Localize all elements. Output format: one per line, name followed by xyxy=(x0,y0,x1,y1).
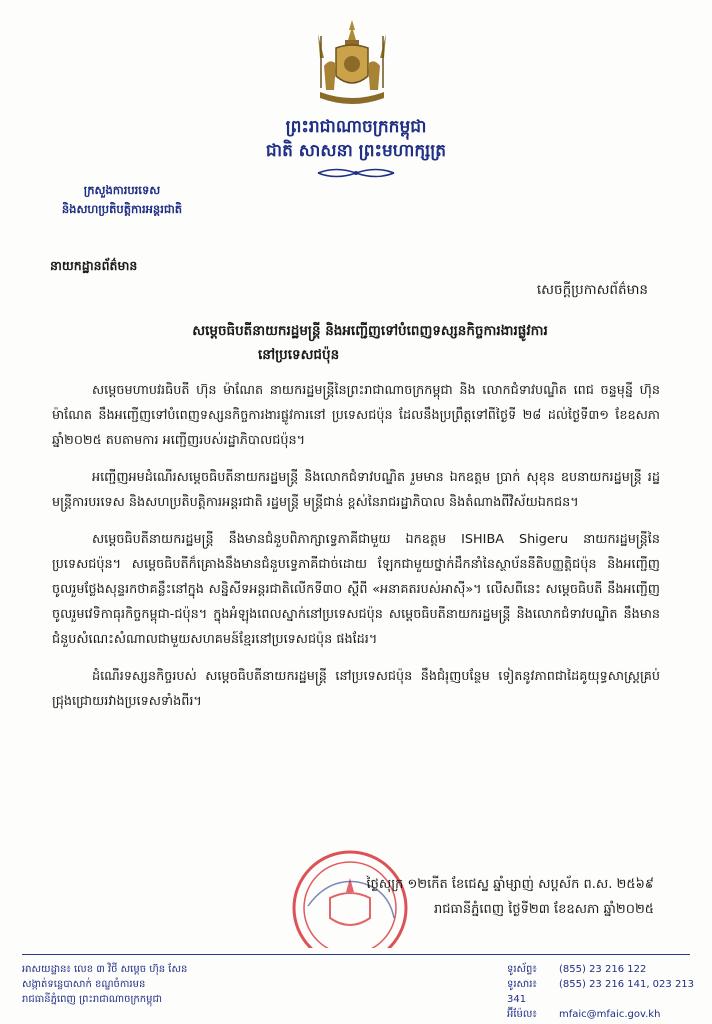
phone-number: (855) 23 216 122 xyxy=(559,964,647,975)
address-line: អាសយដ្ឋាន៖ លេខ ៣ វិថី សម្តេច ហ៊ុន សែន xyxy=(22,964,188,975)
solar-date: រាជធានីភ្នំពេញ ថ្ងៃទី២៣ ខែឧសភា ឆ្នាំ២០២៥ xyxy=(434,902,654,917)
footer-divider xyxy=(22,954,690,955)
national-motto: ជាតិ សាសនា ព្រះមហាក្សត្រ xyxy=(265,141,447,161)
address-line: សង្កាត់ទន្លេបាសាក់ ខណ្ឌចំការមន xyxy=(22,979,146,990)
royal-emblem-icon xyxy=(310,18,394,110)
lunar-date: ថ្ងៃសុក្រ ១២កើត ខែជេស្ឋ ឆ្នាំម្សាញ់ សប្តស័ក ព.ស. ២៥៦៩ xyxy=(366,877,654,892)
department-name: នាយកដ្ឋានព័ត៌មាន xyxy=(50,258,138,273)
footer-address xyxy=(22,962,187,1007)
email-line xyxy=(507,1007,712,1022)
press-release-body xyxy=(52,378,660,726)
body-paragraph: ដំណើរទស្សនកិច្ចរបស់ សម្តេចធិបតីនាយករដ្ឋមន្ត្រី នៅប្រទេសជប៉ុន នឹងជំរុញបន្ថែម ទៀតនូវភាពជាដៃគូយុទ្ធសាស្ត្រគ្រប់ជ្រុងជ្រោយរវាងប្រទេសទាំងពីរ។ xyxy=(52,669,660,709)
body-paragraph: សម្តេចធិបតីនាយករដ្ឋមន្ត្រី នឹងមានជំនួបពិភាក្សាទ្វេភាគីជាមួយ ឯកឧត្តម ISHIBA Shigeru នាយករដ្ឋមន្ត្រីនៃប្រទេសជប៉ុន។ សម្តេចធិបតីក៏គ្រោងនឹងមានជំនួបទ្វេភាគីជាច់ដោយ ឡែកជាមួយថ្នាក់ដឹកនាំនៃស្ថាប័ននីតិបញ្ញត្តិជប៉ុន និងអញ្ជើញចូលរួមថ្លែងសុន្ទរកថាគន្លឹះនៅក្នុង សន្និសីទអន្តរជាតិលើកទី៣០ ស្តីពី «អនាគតរបស់អាស៊ី»។ លើសពីនេះ សម្តេចធិបតី នឹងអញ្ជើញ ចូលរួមវេទិកាធុរកិច្ចកម្ពុជា-ជប៉ុន។ ក្នុងអំឡុងពេលស្នាក់នៅប្រទេសជប៉ុន សម្តេចធិបតីនាយករដ្ឋមន្ត្រី និងលោកជំទាវបណ្ឌិត នឹងមានជំនួបសំណេះសំណាលជាមួយសហគមន៍ខ្មែរនៅប្រទេសជប៉ុន ផងដែរ។ xyxy=(52,532,660,647)
ministry-name-line2: និងសហប្រតិបត្តិការអន្តរជាតិ xyxy=(61,202,183,216)
ornament-divider-icon xyxy=(316,166,396,180)
document-type: សេចក្តីប្រកាសព័ត៌មាន xyxy=(536,282,648,298)
footer-contact xyxy=(507,962,712,1022)
fax-line xyxy=(507,977,712,1007)
press-release-title-line2: នៅប្រទេសជប៉ុន xyxy=(258,347,340,363)
fax-number: (855) 23 216 141, 023 213 341 xyxy=(507,979,695,1005)
kingdom-title: ព្រះរាជាណាចក្រកម្ពុជា xyxy=(285,117,427,137)
address-line: រាជធានីភ្នំពេញ ព្រះរាជាណាចក្រកម្ពុជា xyxy=(22,994,162,1005)
phone-line xyxy=(507,962,712,977)
ministry-name-line1: ក្រសួងការបរទេស xyxy=(83,183,161,197)
body-paragraph: សម្តេចមហាបវរធិបតី ហ៊ុន ម៉ាណែត នាយករដ្ឋមន្ត្រីនៃព្រះរាជាណាចក្រកម្ពុជា និង លោកជំទាវបណ្ឌិត ពេជ ចន្ទមុន្នី ហ៊ុន ម៉ាណែត នឹងអញ្ជើញទៅបំពេញទស្សនកិច្ចការងារផ្លូវការនៅ ប្រទេសជប៉ុន ដែលនឹងប្រព្រឹត្តទៅពីថ្ងៃទី ២៨ ដល់ថ្ងៃទី៣១ ខែឧសភា ឆ្នាំ២០២៥ តបតាមការ អញ្ជើញរបស់រដ្ឋាភិបាលជប៉ុន។ xyxy=(52,383,660,448)
email-label: អ៊ីម៉ែល៖ xyxy=(507,1009,537,1020)
email-address[interactable]: mfaic@mfaic.gov.kh xyxy=(559,1009,661,1020)
official-seal-icon xyxy=(268,848,432,948)
body-paragraph: អញ្ជើញអមដំណើរសម្តេចធិបតីនាយករដ្ឋមន្ត្រី និងលោកជំទាវបណ្ឌិត រួមមាន ឯកឧត្តម ប្រាក់ សុខុន ឧបនាយករដ្ឋមន្ត្រី រដ្ឋមន្ត្រីការបរទេស និងសហប្រតិបត្តិការអន្តរជាតិ រដ្ឋមន្ត្រី មន្ត្រីជាន់ ខ្ពស់នៃរាជរដ្ឋាភិបាល និងតំណាងពីវិស័យឯកជន។ xyxy=(52,470,660,510)
fax-label: ទូរសារ៖ xyxy=(507,979,537,990)
phone-label: ទូរស័ព្ទ៖ xyxy=(507,964,537,975)
press-release-title-line1: សម្តេចធិបតីនាយករដ្ឋមន្ត្រី និងអញ្ជើញទៅបំពេញទស្សនកិច្ចការងារផ្លូវការ xyxy=(192,323,548,339)
